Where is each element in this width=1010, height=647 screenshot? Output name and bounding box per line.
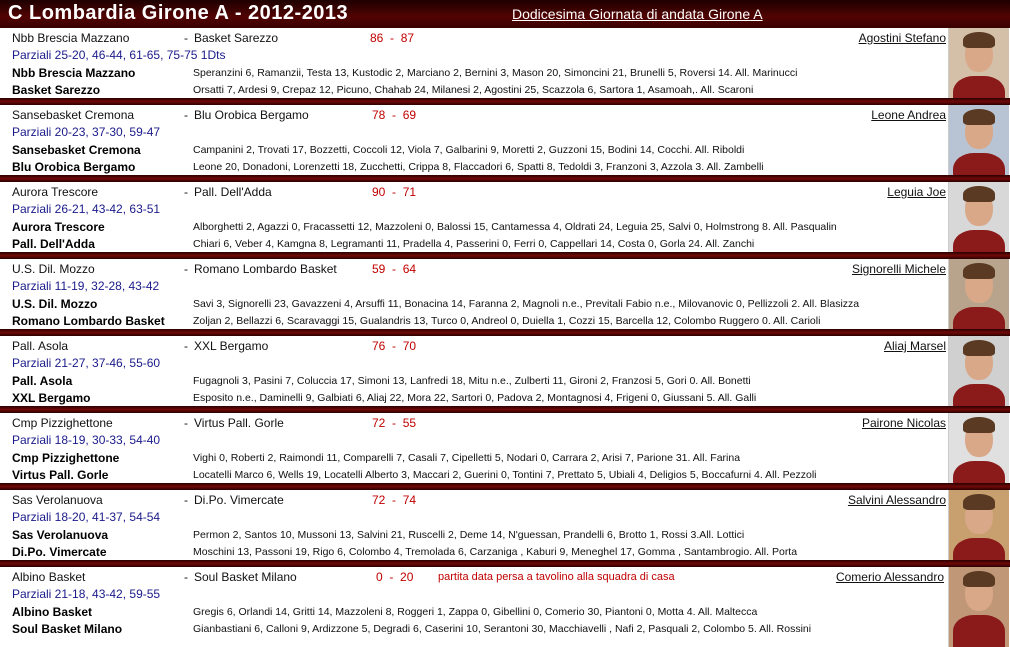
team-separator: -	[184, 416, 188, 430]
final-score	[372, 262, 416, 276]
partial-scores: Parziali 26-21, 43-42, 63-51	[12, 202, 161, 216]
team-separator: -	[184, 262, 188, 276]
away-team-label: Blu Orobica Bergamo	[12, 160, 136, 174]
games-list	[0, 28, 1010, 647]
mvp-player-link[interactable]: Leguia Joe	[887, 185, 946, 199]
mvp-player-link[interactable]: Comerio Alessandro	[835, 570, 944, 584]
mvp-player-link[interactable]: Agostini Stefano	[858, 31, 946, 45]
home-team-label: Sas Verolanuova	[12, 528, 109, 542]
away-players-list: Gianbastiani 6, Calloni 9, Ardizzone 5, Degradi 6, Caserini 10, Serantoni 30, Macchiavelli , Nafi 2, Pasquali 2, Colombo 5. All. Rossini	[193, 623, 812, 635]
home-players-list: Vighi 0, Roberti 2, Raimondi 11, Comparelli 7, Casali 7, Cipelletti 5, Nodari 0, Carrara 2, Arisi 7, Parione 31. All. Farina	[193, 452, 741, 464]
score-separator: -	[385, 185, 403, 199]
away-team-name: Di.Po. Vimercate	[194, 493, 284, 507]
game-note: partita data persa a tavolino alla squadra di casa	[438, 571, 675, 583]
away-team-label: Pall. Dell'Adda	[12, 237, 95, 251]
mvp-photo	[948, 28, 1009, 98]
team-separator: -	[184, 31, 188, 45]
home-team-name: Sas Verolanuova	[12, 493, 103, 507]
home-team-name: Albino Basket	[12, 570, 86, 584]
score-home: 72	[372, 493, 386, 507]
away-team-label: XXL Bergamo	[12, 391, 91, 405]
home-players-list: Fugagnoli 3, Pasini 7, Coluccia 17, Simoni 13, Lanfredi 18, Mitu n.e., Zulberti 11, Gironi 2, Franzosi 5, Gori 0. All. Bonetti	[193, 375, 751, 387]
home-team-label: Sansebasket Cremona	[12, 143, 141, 157]
away-team-name: XXL Bergamo	[194, 339, 269, 353]
score-away: 70	[402, 339, 417, 353]
game-block	[0, 182, 1010, 252]
mvp-player-link[interactable]: Aliaj Marsel	[883, 339, 946, 353]
mvp-player-link[interactable]: Pairone Nicolas	[861, 416, 946, 430]
home-team-label: Aurora Trescore	[12, 220, 105, 234]
score-home: 76	[372, 339, 386, 353]
score-away: 69	[402, 108, 417, 122]
score-separator: -	[385, 416, 403, 430]
home-team-label: Cmp Pizzighettone	[12, 451, 120, 465]
away-players-list: Zoljan 2, Bellazzi 6, Scaravaggi 15, Gualandris 13, Turco 0, Andreol 0, Duiella 1, Cozzi 15, Barcella 12, Colombo Ruggero 0. All. Carioli	[193, 315, 821, 327]
home-players-list: Alborghetti 2, Agazzi 0, Fracassetti 12, Mazzoleni 0, Balossi 15, Cantamessa 4, Oldrati 24, Leguia 25, Salvi 0, Holmstrong 8. All. Pasqualin	[193, 221, 837, 233]
away-team-name: Soul Basket Milano	[194, 570, 297, 584]
score-home: 78	[372, 108, 386, 122]
home-team-name: Sansebasket Cremona	[12, 108, 135, 122]
page-header	[0, 0, 1010, 28]
partial-scores: Parziali 18-19, 30-33, 54-40	[12, 433, 161, 447]
away-players-list: Moschini 13, Passoni 19, Rigo 6, Colombo 4, Tremolada 6, Carzaniga , Kaburi 9, Meneghel 17, Gomma , Santambrogio. All. Porta	[193, 546, 798, 558]
mvp-photo	[948, 336, 1009, 406]
home-team-name: Pall. Asola	[12, 339, 69, 353]
mvp-player-link[interactable]: Salvini Alessandro	[847, 493, 946, 507]
page-title: C Lombardia Girone A - 2012-2013	[8, 2, 349, 24]
score-home: 90	[372, 185, 386, 199]
game-block	[0, 490, 1010, 560]
partial-scores: Parziali 21-27, 37-46, 55-60	[12, 356, 161, 370]
final-score	[372, 185, 416, 199]
away-players-list: Leone 20, Donadoni, Lorenzetti 18, Zucchetti, Crippa 8, Flaccadori 6, Spatti 8, Tedoldi 3, Franzoni 3, Azzola 3. All. Zambelli	[193, 161, 764, 173]
final-score	[370, 31, 414, 45]
away-team-name: Basket Sarezzo	[194, 31, 279, 45]
home-team-name: Cmp Pizzighettone	[12, 416, 113, 430]
round-subtitle-link[interactable]: Dodicesima Giornata di andata Girone A	[512, 6, 763, 22]
score-away: 64	[402, 262, 417, 276]
team-separator: -	[184, 185, 188, 199]
away-team-name: Romano Lombardo Basket	[194, 262, 337, 276]
game-block	[0, 105, 1010, 175]
score-separator: -	[385, 493, 403, 507]
mvp-player-link[interactable]: Leone Andrea	[871, 108, 946, 122]
team-separator: -	[184, 570, 188, 584]
score-away: 74	[402, 493, 417, 507]
away-team-label: Di.Po. Vimercate	[12, 545, 107, 559]
game-block	[0, 567, 1010, 647]
away-team-name: Pall. Dell'Adda	[194, 185, 272, 199]
final-score	[372, 493, 416, 507]
home-team-label: U.S. Dil. Mozzo	[12, 297, 98, 311]
away-team-name: Blu Orobica Bergamo	[194, 108, 309, 122]
score-away: 87	[400, 31, 415, 45]
score-separator: -	[385, 339, 403, 353]
partial-scores: Parziali 18-20, 41-37, 54-54	[12, 510, 161, 524]
final-score	[372, 108, 416, 122]
home-team-label: Pall. Asola	[12, 374, 73, 388]
away-players-list: Chiari 6, Veber 4, Kamgna 8, Legramanti 11, Pradella 4, Passerini 0, Ferri 0, Cappellari 14, Costa 0, Gorla 24. All. Zanchi	[193, 238, 755, 250]
score-separator: -	[382, 570, 401, 584]
away-team-label: Soul Basket Milano	[12, 622, 123, 636]
score-separator: -	[383, 31, 401, 45]
home-players-list: Campanini 2, Trovati 17, Bozzetti, Coccoli 12, Viola 7, Galbarini 9, Moretti 2, Guzzoni 15, Bodini 14, Cocchi. All. Riboldi	[193, 144, 745, 156]
score-home: 59	[372, 262, 386, 276]
home-team-name: Nbb Brescia Mazzano	[12, 31, 130, 45]
mvp-photo	[948, 259, 1009, 329]
home-team-label: Nbb Brescia Mazzano	[12, 66, 136, 80]
final-score	[372, 339, 416, 353]
score-home: 72	[372, 416, 386, 430]
partial-scores: Parziali 20-23, 37-30, 59-47	[12, 125, 161, 139]
away-team-label: Basket Sarezzo	[12, 83, 101, 97]
away-players-list: Esposito n.e., Daminelli 9, Galbiati 6, Aliaj 22, Mora 22, Sartori 0, Padova 2, Montagnosi 4, Frigeni 0, Giussani 5. All. Galli	[193, 392, 757, 404]
mvp-photo	[948, 413, 1009, 483]
mvp-photo	[948, 490, 1009, 560]
away-team-label: Romano Lombardo Basket	[12, 314, 165, 328]
score-home: 86	[370, 31, 384, 45]
game-block	[0, 413, 1010, 483]
away-players-list: Locatelli Marco 6, Wells 19, Locatelli Alberto 3, Maccari 2, Guerini 0, Tontini 7, Prettato 5, Ubiali 4, Deligios 5, Boccafurni 4. All. Pezzoli	[193, 469, 817, 481]
partial-scores: Parziali 21-18, 43-42, 59-55	[12, 587, 161, 601]
score-away: 55	[402, 416, 417, 430]
partial-scores: Parziali 11-19, 32-28, 43-42	[12, 279, 160, 293]
team-separator: -	[184, 108, 188, 122]
final-score	[376, 570, 413, 584]
home-team-name: U.S. Dil. Mozzo	[12, 262, 95, 276]
away-team-label: Virtus Pall. Gorle	[12, 468, 109, 482]
team-separator: -	[184, 339, 188, 353]
home-players-list: Savi 3, Signorelli 23, Gavazzeni 4, Arsuffi 11, Bonacina 14, Faranna 2, Magnoli n.e., Previtali Fabio n.e., Milovanovic 0, Pellizzoli 2. All. Blasizza	[193, 298, 860, 310]
away-team-name: Virtus Pall. Gorle	[194, 416, 284, 430]
game-block	[0, 336, 1010, 406]
score-away: 71	[402, 185, 417, 199]
away-players-list: Orsatti 7, Ardesi 9, Crepaz 12, Picuno, Chahab 24, Milanesi 2, Agostini 25, Scazzola 6, Sartora 1, Asamoah,. All. Scaroni	[193, 84, 754, 96]
partial-scores: Parziali 25-20, 46-44, 61-65, 75-75 1Dts	[12, 48, 226, 62]
mvp-photo	[948, 182, 1009, 252]
score-home: 0	[376, 570, 383, 584]
mvp-photo	[948, 567, 1009, 647]
home-players-list: Speranzini 6, Ramanzii, Testa 13, Kustodic 2, Marciano 2, Bernini 3, Mason 20, Simoncini 21, Brunelli 5, Roversi 14. All. Marinucci	[193, 67, 798, 79]
final-score	[372, 416, 416, 430]
home-team-label: Albino Basket	[12, 605, 93, 619]
mvp-photo	[948, 105, 1009, 175]
home-players-list: Gregis 6, Orlandi 14, Gritti 14, Mazzoleni 8, Roggeri 1, Zappa 0, Gibellini 0, Comerio 30, Piantoni 0, Motta 4. All. Maltecca	[193, 606, 758, 618]
team-separator: -	[184, 493, 188, 507]
score-separator: -	[385, 262, 403, 276]
game-block	[0, 28, 1010, 98]
game-block	[0, 259, 1010, 329]
home-players-list: Permon 2, Santos 10, Mussoni 13, Salvini 21, Ruscelli 2, Deme 14, N'guessan, Prandelli 6, Brotto 1, Rossi 3.All. Lottici	[193, 529, 745, 541]
mvp-player-link[interactable]: Signorelli Michele	[851, 262, 946, 276]
score-separator: -	[385, 108, 403, 122]
home-team-name: Aurora Trescore	[12, 185, 99, 199]
score-away: 20	[400, 570, 414, 584]
